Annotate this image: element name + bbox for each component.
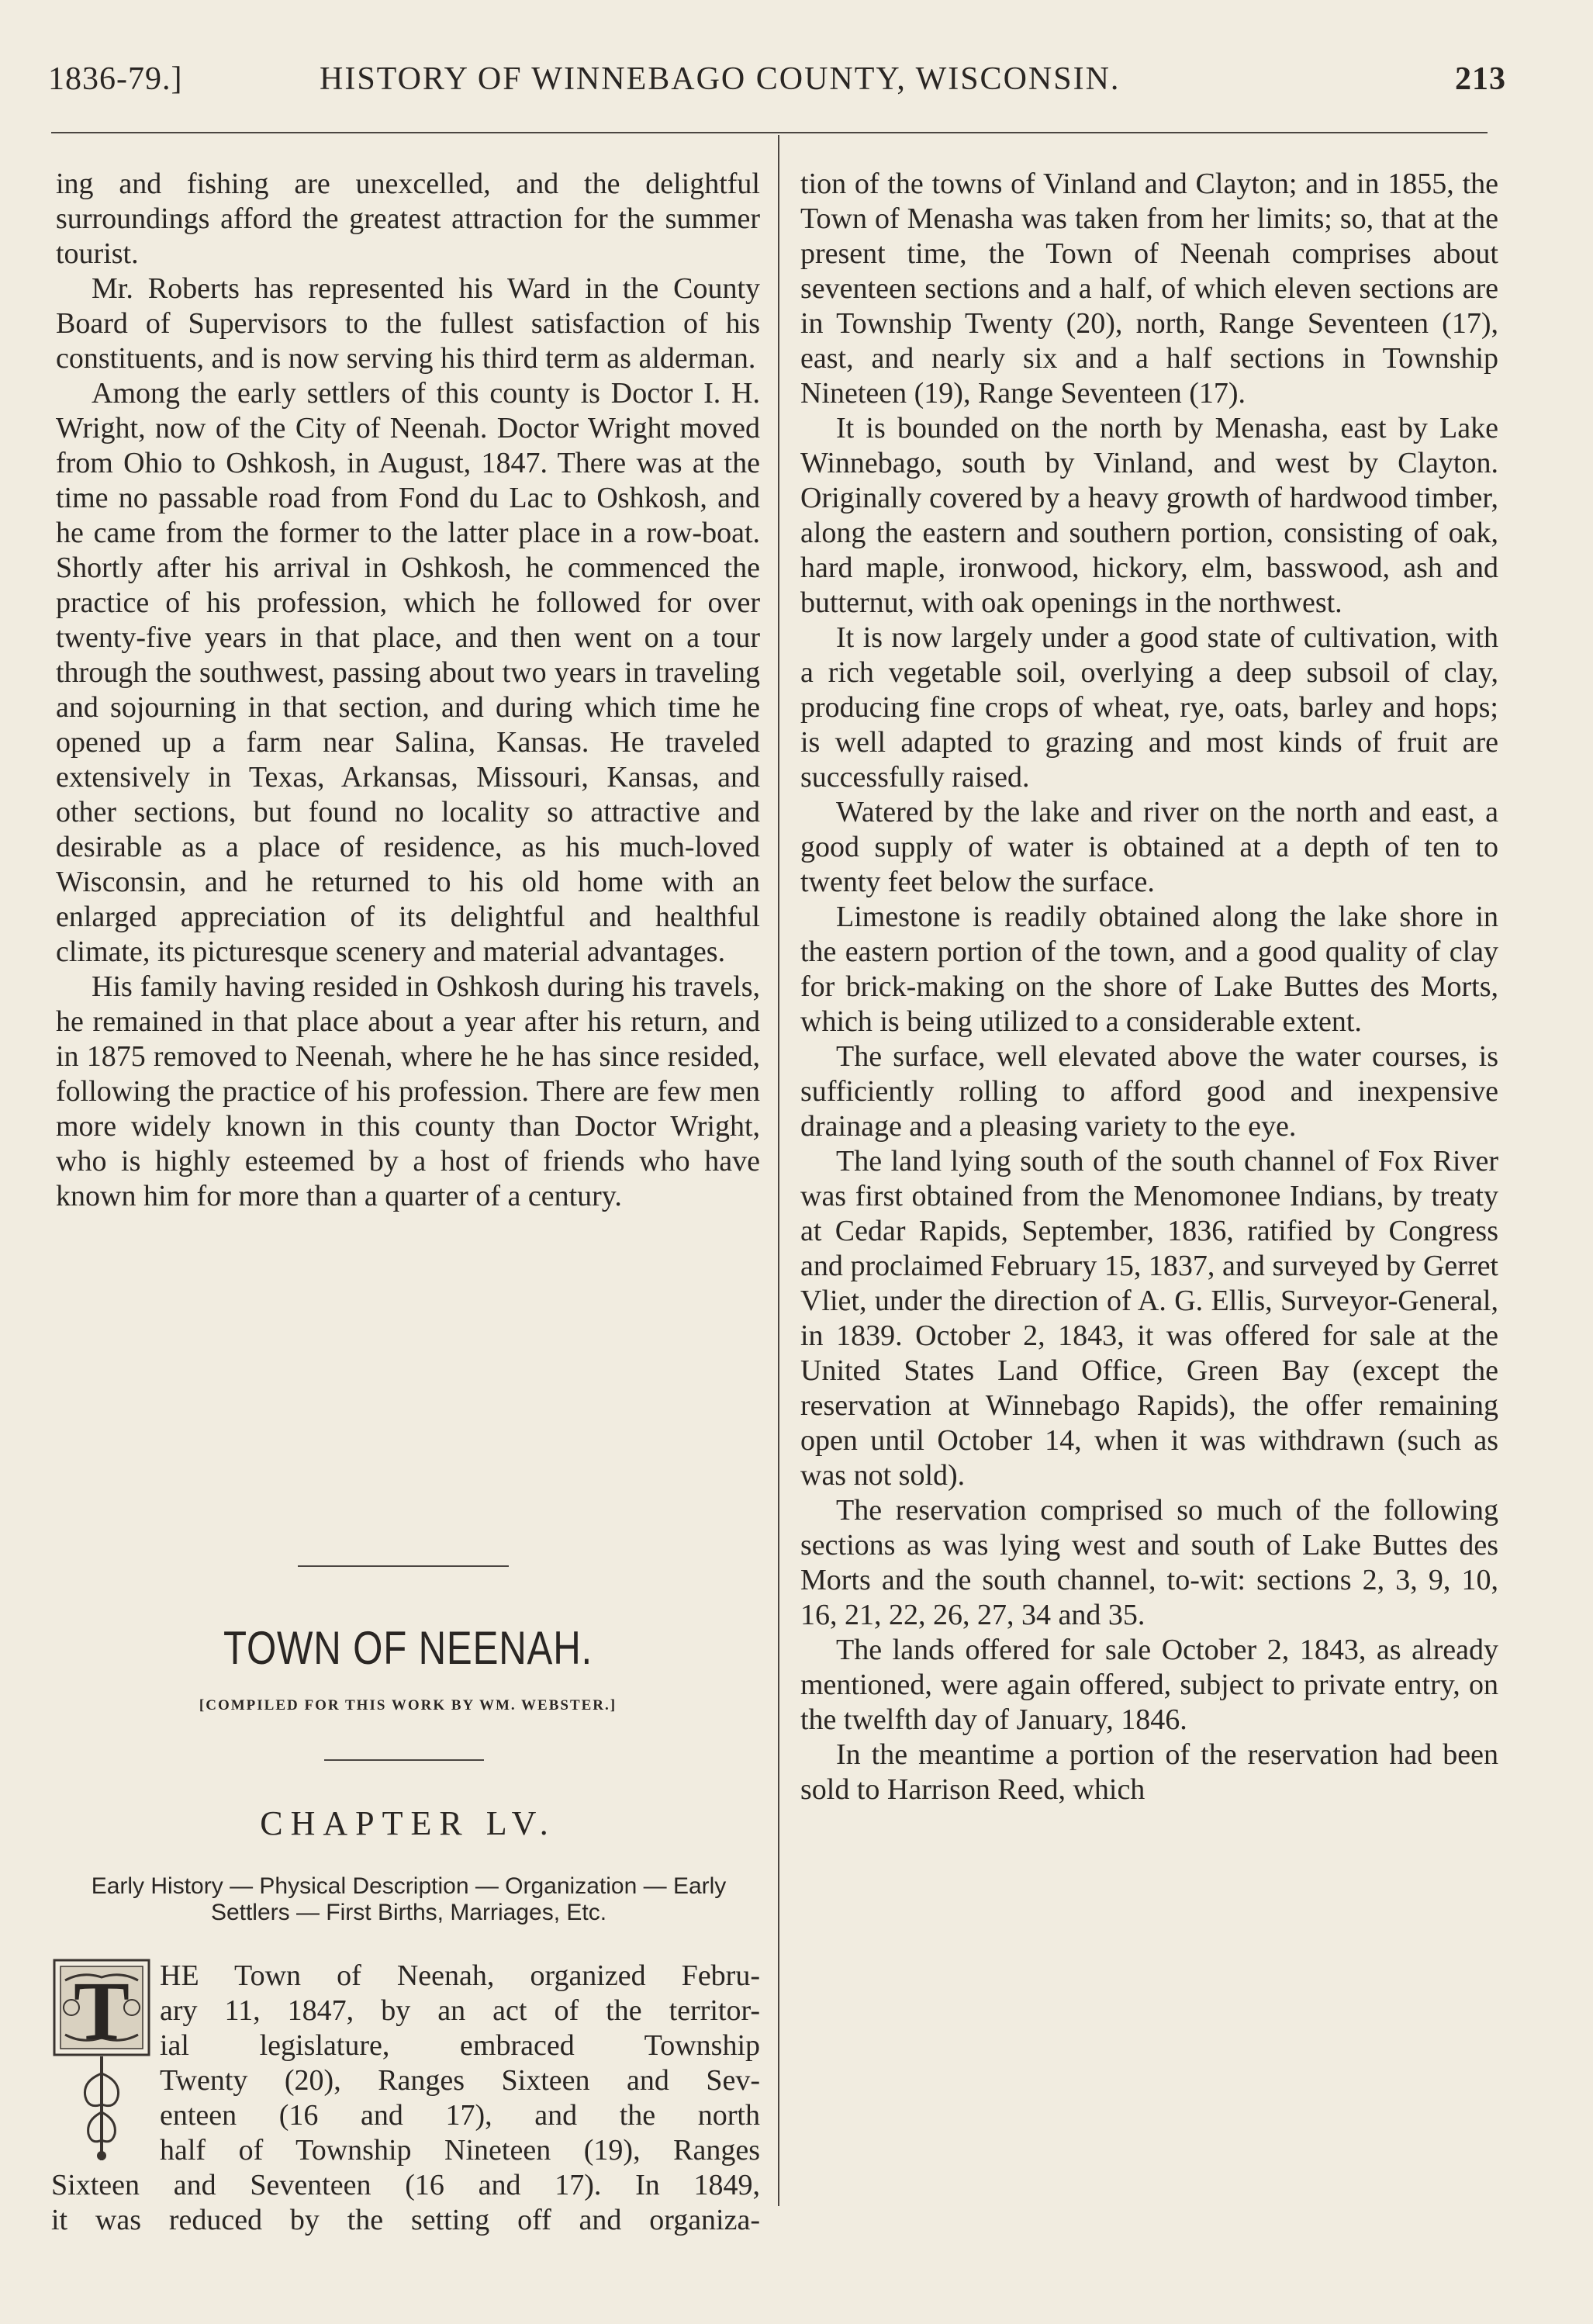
running-header	[48, 61, 1506, 107]
opening-line: Twenty (20), Ranges Sixteen and Sev-	[160, 2064, 760, 2097]
right-paragraph-10: In the meantime a portion of the reservation had been sold to Harrison Reed, which	[800, 1738, 1498, 1806]
town-title: TOWN OF NEENAH.	[223, 1622, 593, 1674]
left-paragraph-3: Among the early settlers of this county is Doctor I. H. Wright, now of the City of Neenah. Doctor Wright moved from Ohio to Oshkosh, in August, 1847. There was at the time no passable road from Fond du Lac to Oshkosh, and he came from the former to the latter place in a row-boat. Shortly after his arrival in Oshkosh, he commenced the practice of his profession, which he followed for over twenty-five years in that place, and then went on a tour through the southwest, passing about two years in traveling and sojourning in that section, and during which time he opened up a farm near Salina, Kansas. He traveled extensively in Texas, Arkansas, Missouri, Kansas, and other sections, but found no locality so attractive and desirable as a place of residence, as his much-loved Wisconsin, and he returned to his old home with an enlarged appreciation of its delightful and healthful climate, its picturesque scenery and material advantages.	[56, 377, 760, 968]
opening-line: enteen (16 and 17), and the north	[160, 2099, 760, 2132]
right-paragraph-4: Watered by the lake and river on the north and east, a good supply of water is obtained at a depth of ten to twenty feet below the surface.	[800, 796, 1498, 898]
right-paragraph-9: The lands offered for sale October 2, 1843, as already mentioned, were again offered, subject to private entry, on the twelfth day of January, 1846.	[800, 1634, 1498, 1736]
synopsis-line-1: Early History — Physical Description — Organization — Early	[91, 1873, 727, 1899]
opening-paragraph	[160, 1959, 760, 2168]
right-paragraph-1: tion of the towns of Vinland and Clayton; and in 1855, the Town of Menasha was taken from her limits; so, that at the present time, the Town of Neenah comprises about seventeen sections and a half, of which eleven sections are in Township Twenty (20), north, Range Seventeen (17), east, and nearly six and a half sections in Township Nineteen (19), Range Seventeen (17).	[800, 168, 1498, 410]
header-years: 1836-79.]	[48, 61, 183, 97]
chapter-synopsis	[56, 1873, 762, 1926]
dropcap-ornament-icon	[51, 1957, 152, 2167]
compiled-credit: [COMPILED FOR THIS WORK BY WM. WEBSTER.]	[199, 1697, 617, 1714]
left-paragraph-2: Mr. Roberts has represented his Ward in the County Board of Supervisors to the fullest satisfaction of his constituents, and is now serving his third term as alderman.	[56, 272, 760, 375]
section-rule-top	[298, 1565, 509, 1567]
ornamental-dropcap	[51, 1957, 152, 2167]
opening-line: ary 11, 1847, by an act of the territor-	[160, 1994, 760, 2027]
synopsis-line-2: Settlers — First Births, Marriages, Etc.	[210, 1900, 607, 1925]
right-paragraph-2: It is bounded on the north by Menasha, east by Lake Winnebago, south by Vinland, and west by Clayton. Originally covered by a heavy growth of hardwood timber, along the eastern and southern portion, consisting of oak, hard maple, ironwood, hickory, elm, basswood, ash and butternut, with oak openings in the northwest.	[800, 412, 1498, 619]
header-rule	[51, 132, 1488, 133]
opening-line: Sixteen and Seventeen (16 and 17). In 1849,	[51, 2169, 760, 2201]
chapter-heading: CHAPTER LV.	[260, 1804, 556, 1842]
opening-line: it was reduced by the setting off and organiza-	[51, 2204, 760, 2236]
left-column	[56, 167, 760, 1214]
right-paragraph-8: The reservation comprised so much of the following sections as was lying west and south of Lake Buttes des Morts and the south channel, to-wit: sections 2, 3, 9, 10, 16, 21, 22, 26, 27, 34 and 35.	[800, 1494, 1498, 1631]
opening-line: ial legislature, embraced Township	[160, 2029, 760, 2062]
left-paragraph-1: ing and fishing are unexcelled, and the delightful surroundings afford the greatest attraction for the summer tourist.	[56, 168, 760, 270]
opening-paragraph-continued	[51, 2168, 760, 2238]
header-title: HISTORY OF WINNEBAGO COUNTY, WISCONSIN.	[320, 61, 1121, 97]
right-paragraph-7: The land lying south of the south channel of Fox River was first obtained from the Menomonee Indians, by treaty at Cedar Rapids, September, 1836, ratified by Congress and proclaimed February 15, 1837, and surveyed by Gerret Vliet, under the direction of A. G. Ellis, Surveyor-General, in 1839. October 2, 1843, it was offered for sale at the United States Land Office, Green Bay (except the reservation at Winnebago Rapids), the offer remaining open until October 14, when it was withdrawn (such as was not sold).	[800, 1145, 1498, 1492]
page-number: 213	[1455, 61, 1506, 97]
opening-line: half of Township Nineteen (19), Ranges	[160, 2134, 760, 2167]
opening-line: HE Town of Neenah, organized Febru-	[160, 1959, 760, 1992]
right-column	[800, 167, 1498, 1807]
right-paragraph-3: It is now largely under a good state of cultivation, with a rich vegetable soil, overlying a deep subsoil of clay, producing fine crops of wheat, rye, oats, barley and hops; is well adapted to grazing and most kinds of fruit are successfully raised.	[800, 621, 1498, 794]
right-paragraph-6: The surface, well elevated above the water courses, is sufficiently rolling to afford good and inexpensive drainage and a pleasing variety to the eye.	[800, 1040, 1498, 1143]
right-paragraph-5: Limestone is readily obtained along the lake shore in the eastern portion of the town, and a good quality of clay for brick-making on the shore of Lake Buttes des Morts, which is being utilized to a considerable extent.	[800, 901, 1498, 1038]
dropcap-letter: T	[73, 1966, 130, 2058]
column-divider	[778, 135, 779, 2206]
left-paragraph-4: His family having resided in Oshkosh during his travels, he remained in that place about a year after his return, and in 1875 removed to Neenah, where he he has since resided, following the practice of his profession. There are few men more widely known in this county than Doctor Wright, who is highly esteemed by a host of friends who have known him for more than a quarter of a century.	[56, 970, 760, 1212]
section-rule-bottom	[324, 1759, 484, 1761]
